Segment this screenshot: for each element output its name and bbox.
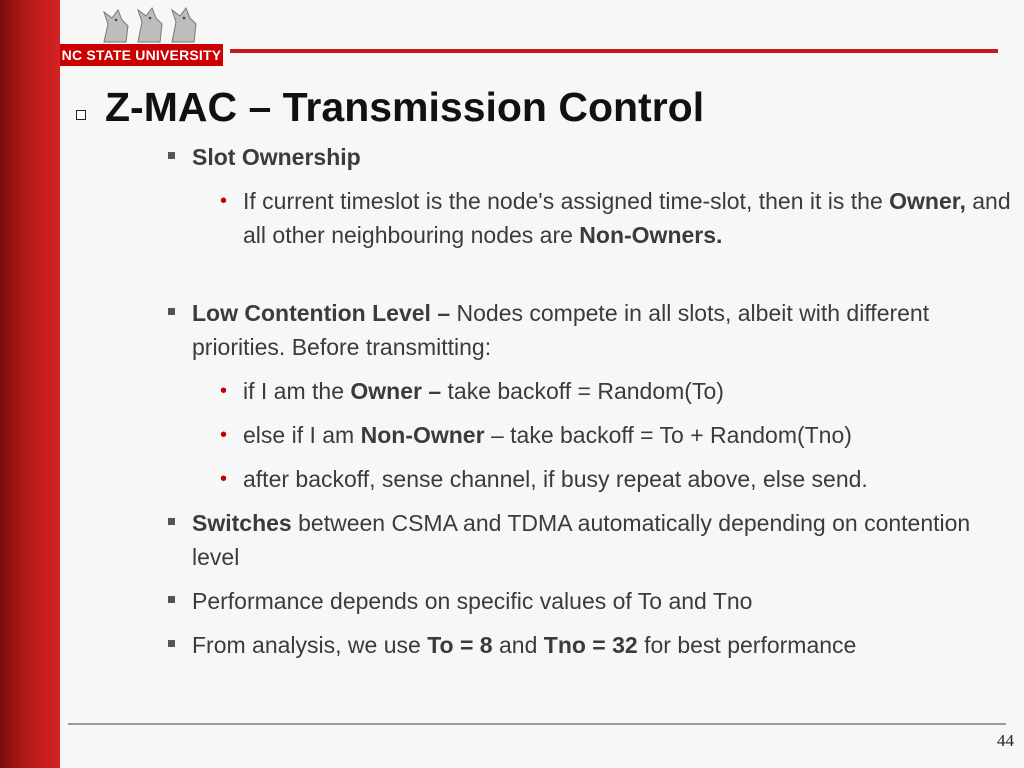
- bold-text: Owner,: [889, 188, 966, 214]
- round-bullet-icon: •: [220, 424, 228, 446]
- bullet-analysis: [192, 628, 1022, 662]
- bullet-switches: [192, 506, 1022, 574]
- page-number: 44: [997, 731, 1014, 750]
- round-bullet-icon: •: [220, 380, 228, 402]
- text: else if I am: [243, 422, 361, 448]
- bullet-performance: [192, 584, 1022, 618]
- text: Nodes compete in all slots, albeit with different priorities. Before transmitting:: [192, 300, 930, 360]
- round-bullet-icon: •: [220, 468, 228, 490]
- bullet-label: Slot Ownership: [192, 144, 361, 170]
- bullet-low-contention: [192, 296, 1022, 364]
- square-bullet-icon: [168, 518, 175, 525]
- text: Performance depends on specific values of To and Tno: [192, 588, 753, 614]
- square-bullet-icon: [168, 640, 175, 647]
- text: take backoff = Random(To): [441, 378, 724, 404]
- text: between CSMA and TDMA automatically depending on contention level: [192, 510, 971, 570]
- text: for best performance: [637, 632, 857, 658]
- sub-bullet-non-owner-backoff: [220, 418, 1013, 452]
- round-bullet-icon: •: [220, 190, 228, 212]
- bold-text: Non-Owners.: [579, 222, 723, 248]
- slide-title: Z-MAC – Transmission Control: [105, 84, 705, 130]
- text: and all other neighbouring nodes are: [243, 188, 1011, 248]
- logo-wordmark: NC STATE UNIVERSITY: [60, 44, 223, 66]
- bold-text: Tno = 32: [543, 632, 638, 658]
- bold-text: Non-Owner: [360, 422, 485, 448]
- bold-text: To = 8: [427, 632, 493, 658]
- square-bullet-icon: [168, 152, 175, 159]
- bold-text: Low Contention Level –: [192, 300, 451, 326]
- footer-rule: [68, 723, 1006, 725]
- bullet-slot-ownership: [192, 140, 1022, 174]
- text: – take backoff = To + Random(Tno): [484, 422, 852, 448]
- square-bullet-icon: [168, 308, 175, 315]
- text: From analysis, we use: [192, 632, 428, 658]
- bold-text: Switches: [192, 510, 292, 536]
- bold-text: Owner –: [350, 378, 442, 404]
- sub-bullet-owner-backoff: [220, 374, 1013, 408]
- sub-bullet-owner-definition: [220, 184, 1013, 252]
- text: if I am the: [243, 378, 351, 404]
- text: If current timeslot is the node's assigned time-slot, then it is the: [243, 188, 890, 214]
- text: after backoff, sense channel, if busy repeat above, else send.: [243, 466, 868, 492]
- square-bullet-icon: [168, 596, 175, 603]
- sub-bullet-after-backoff: [220, 462, 1013, 496]
- text: and: [492, 632, 544, 658]
